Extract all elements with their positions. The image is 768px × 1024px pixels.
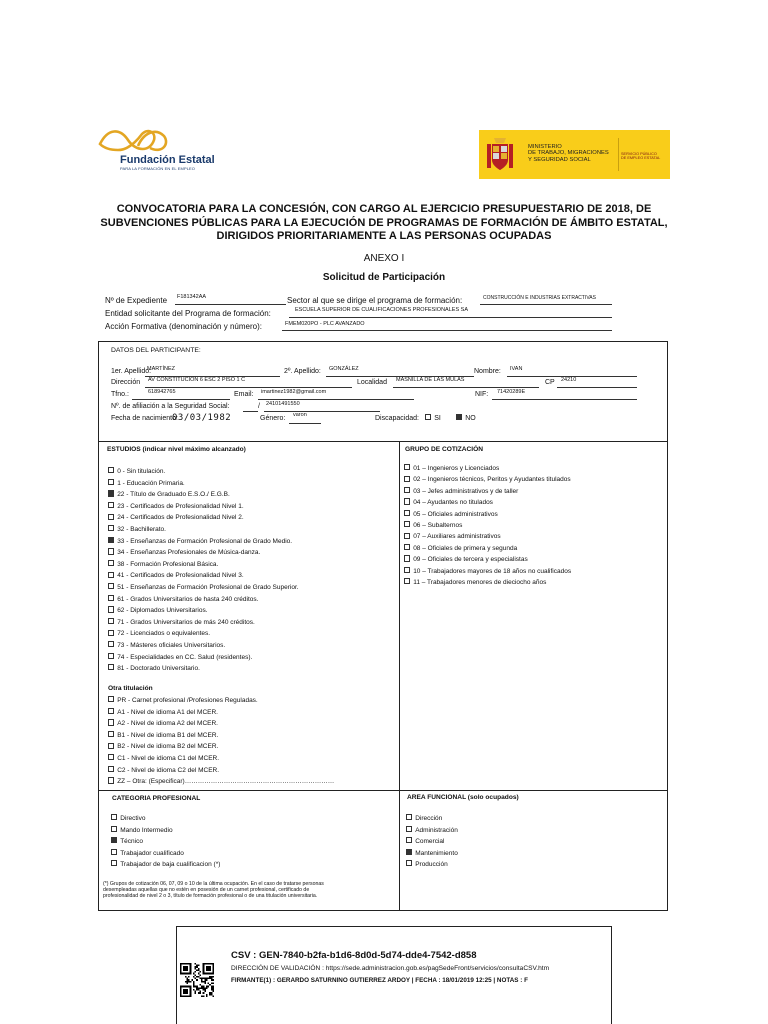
cotizacion-label: 07 – Auxiliares administrativos [413, 533, 501, 541]
sector-label: Sector al que se dirige el programa de formación: [287, 296, 463, 305]
cp-label: CP [545, 379, 555, 386]
study-option[interactable] [108, 489, 299, 501]
fundae-name: Fundación Estatal [120, 154, 215, 166]
surname1-label: 1er. Apellido: [111, 368, 152, 375]
study-checkbox[interactable] [108, 630, 114, 636]
cotizacion-checkbox[interactable] [404, 533, 410, 539]
other-title-option[interactable] [108, 695, 334, 707]
birth-label: Fecha de nacimiento: [111, 415, 178, 422]
cotizacion-option[interactable] [404, 509, 571, 520]
disability-label: Discapacidad: [375, 415, 419, 422]
other-title-label: ZZ – Otra: (Especificar)…………………………………………………………… [117, 778, 335, 786]
cotizacion-label: 09 – Oficiales de tercera y especialistas [413, 556, 528, 564]
categoria-option[interactable] [111, 836, 220, 848]
disability-si-checkbox[interactable] [425, 414, 431, 420]
phone-value: 618942765 [148, 389, 176, 395]
area-title: AREA FUNCIONAL (solo ocupados) [407, 794, 519, 801]
study-option[interactable] [108, 582, 299, 594]
study-label: 72 - Licenciados o equivalentes. [117, 630, 211, 638]
cotizacion-label: 08 – Oficiales de primera y segunda [413, 544, 518, 552]
gender-value: varon [293, 412, 307, 418]
cotizacion-checkbox[interactable] [404, 544, 410, 550]
study-option[interactable] [108, 617, 299, 629]
study-option[interactable] [108, 652, 299, 664]
cotizacion-option[interactable] [404, 543, 571, 554]
cotizacion-checkbox[interactable] [404, 567, 410, 573]
signer-line: FIRMANTE(1) : GERARDO SATURNINO GUTIERREZ ARDOY | FECHA : 18/01/2019 12:25 | NOTAS : F [231, 977, 528, 984]
other-title-label: B2 - Nivel de idioma B2 del MCER. [117, 743, 219, 751]
other-title-checkbox[interactable] [108, 708, 114, 714]
study-label: 24 - Certificados de Profesionalidad Nivel 2. [117, 514, 244, 522]
area-checkbox[interactable] [406, 837, 412, 843]
cotizacion-label: 03 – Jefes administrativos y de taller [413, 487, 519, 495]
other-title-label: PR - Carnet profesional /Profesiones Reguladas. [117, 697, 258, 704]
other-title-option[interactable] [108, 741, 334, 753]
study-checkbox[interactable] [108, 490, 114, 496]
categoria-label: Trabajador de baja cualificacion (*) [120, 861, 221, 868]
study-option[interactable] [108, 640, 299, 652]
categoria-checkbox[interactable] [111, 860, 117, 866]
categoria-checkbox[interactable] [111, 814, 117, 820]
study-checkbox[interactable] [108, 479, 114, 485]
cotizacion-list [404, 463, 571, 588]
coat-of-arms-icon [485, 136, 515, 172]
cotizacion-checkbox[interactable] [404, 510, 410, 516]
spe-name: SERVICIO PÚBLICO DE EMPLEO ESTATAL [621, 152, 661, 161]
annex-title: ANEXO I [363, 253, 405, 264]
study-label: 1 - Educación Primaria. [117, 479, 185, 487]
area-label: Mantenimiento [415, 849, 458, 857]
other-title-option[interactable] [108, 730, 334, 742]
study-option[interactable] [108, 466, 299, 478]
nif-label: NIF: [475, 391, 489, 398]
cotizacion-option[interactable] [404, 531, 571, 542]
cotizacion-label: 11 – Trabajadores menores de dieciocho años [413, 578, 547, 586]
cotizacion-title: GRUPO DE COTIZACIÓN [405, 446, 484, 453]
other-title-option[interactable] [108, 753, 334, 765]
study-label: 41 - Certificados de Profesionalidad Nivel 3. [117, 572, 244, 580]
study-label: 0 - Sin titulación. [117, 468, 166, 475]
validation-url[interactable]: DIRECCIÓN DE VALIDACIÓN : https://sede.administracion.gob.es/pagSedeFront/servicios/consultaCSV.htm [231, 965, 550, 972]
disability-no-checkbox[interactable] [456, 414, 462, 420]
cotizacion-checkbox[interactable] [404, 487, 410, 493]
study-checkbox[interactable] [108, 606, 114, 612]
cotizacion-option[interactable] [404, 577, 571, 588]
fundae-logo [98, 124, 215, 174]
area-option[interactable] [406, 859, 458, 871]
studies-list [108, 466, 299, 675]
area-label: Producción [415, 861, 448, 868]
categoria-label: Técnico [120, 838, 143, 845]
cotizacion-label: 10 – Trabajadores mayores de 18 años no cualificados [413, 567, 572, 575]
area-label: Dirección [415, 815, 443, 822]
qr-code-icon [180, 963, 214, 997]
studies-title: ESTUDIOS (indicar nivel máximo alcanzado) [107, 446, 246, 453]
study-option[interactable] [108, 536, 299, 548]
csv-box [176, 926, 612, 1024]
study-label: 22 - Título de Graduado E.S.O./ E.G.B. [117, 491, 230, 499]
email-value: imartinez1982@gmail.com [261, 389, 327, 395]
study-option[interactable] [108, 547, 299, 559]
call-title: CONVOCATORIA PARA LA CONCESIÓN, CON CARGO AL EJERCICIO PRESUPUESTARIO DE 2018, DE SUBVENCIONES PÚBLICAS PARA LA EJECUCIÓN DE PROGRAMAS DE FORMACIÓN DE ÁMBITO ESTATAL, DIRIGIDOS PRIORITARIAMENTE A LAS PERSONAS OCUPADAS [100, 203, 668, 242]
cotizacion-option[interactable] [404, 554, 571, 565]
other-title-checkbox[interactable] [108, 766, 114, 772]
categoria-checkbox[interactable] [111, 849, 117, 855]
email-label: Email: [234, 391, 254, 398]
surname2-value: GONZÁLEZ [329, 366, 359, 372]
other-titles-list [108, 695, 334, 788]
study-label: 33 - Enseñanzas de Formación Profesional de Grado Medio. [117, 537, 293, 545]
cotizacion-checkbox[interactable] [404, 555, 410, 561]
action-value: FMEM020PO - PLC AVANZADO [285, 321, 365, 327]
participant-section-title: DATOS DEL PARTICIPANTE: [111, 347, 201, 354]
study-option[interactable] [108, 663, 299, 675]
study-checkbox[interactable] [108, 548, 114, 554]
study-option[interactable] [108, 594, 299, 606]
cotizacion-option[interactable] [404, 474, 571, 485]
entity-value: ESCUELA SUPERIOR DE CUALIFICACIONES PROFESIONALES SA [295, 307, 468, 313]
study-label: 23 - Certificados de Profesionalidad Nivel 1. [117, 502, 244, 510]
entity-label: Entidad solicitante del Programa de formación: [105, 309, 271, 318]
categoria-option[interactable] [111, 825, 220, 837]
cotizacion-checkbox[interactable] [404, 521, 410, 527]
ss-label: Nº. de afiliación a la Seguridad Social: [111, 403, 230, 410]
cotizacion-checkbox[interactable] [404, 464, 410, 470]
area-label: Comercial [415, 838, 445, 845]
area-option[interactable] [406, 825, 458, 837]
other-titles-title: Otra titulación [108, 685, 153, 692]
area-checkbox[interactable] [406, 860, 412, 866]
cotizacion-checkbox[interactable] [404, 476, 410, 482]
other-title-option[interactable] [108, 707, 334, 719]
area-option[interactable] [406, 836, 458, 848]
study-label: 62 - Diplomados Universitarios. [117, 607, 208, 615]
phone-label: Tfno.: [111, 391, 129, 398]
expediente-label: Nº de Expediente [105, 296, 168, 305]
study-option[interactable] [108, 628, 299, 640]
study-option[interactable] [108, 501, 299, 513]
categoria-list [111, 813, 220, 871]
study-checkbox[interactable] [108, 467, 114, 473]
study-label: 34 - Enseñanzas Profesionales de Música-danza. [117, 549, 261, 557]
study-label: 71 - Grados Universitarios de más 240 créditos. [117, 618, 255, 626]
study-option[interactable] [108, 559, 299, 571]
other-title-label: C2 - Nivel de idioma C2 del MCER. [117, 766, 220, 774]
categoria-option[interactable] [111, 848, 220, 860]
address-value: AV CONSTITUCION 6 ESC 2 PISO 1 C [148, 377, 246, 383]
cotizacion-option[interactable] [404, 486, 571, 497]
other-title-checkbox[interactable] [108, 696, 114, 702]
fundae-symbol-icon [98, 124, 178, 154]
study-checkbox[interactable] [108, 664, 114, 670]
other-title-checkbox[interactable] [108, 777, 114, 783]
cotizacion-option[interactable] [404, 520, 571, 531]
footnote: (*) Grupos de cotización 06, 07, 09 o 10 de la última ocupación. En el caso de tratarse personas desempleadas aquellas que no estén en posesión de un carnet profesional, certificado de profesionalidad de nivel 2 o 3, título de formación profesional o de una titulación universitaria. [103, 881, 324, 899]
cotizacion-label: 05 – Oficiales administrativos [413, 510, 498, 518]
study-label: 74 - Especialidades en CC. Salud (residentes). [117, 653, 253, 661]
cotizacion-option[interactable] [404, 463, 571, 474]
area-option[interactable] [406, 848, 458, 860]
nif-value: 71420289E [497, 389, 526, 395]
study-label: 38 - Formación Profesional Básica. [117, 560, 219, 568]
study-option[interactable] [108, 605, 299, 617]
other-title-option[interactable] [108, 718, 334, 730]
cotizacion-label: 02 – Ingenieros técnicos, Peritos y Ayudantes titulados [413, 476, 571, 484]
other-title-option[interactable] [108, 776, 334, 788]
study-checkbox[interactable] [108, 502, 114, 508]
study-label: 32 - Bachillerato. [117, 525, 166, 533]
town-label: Localidad [357, 379, 387, 386]
other-title-checkbox[interactable] [108, 731, 114, 737]
area-list [406, 813, 458, 871]
categoria-checkbox[interactable] [111, 826, 117, 832]
form-title: Solicitud de Participación [322, 272, 446, 283]
study-checkbox[interactable] [108, 595, 114, 601]
study-checkbox[interactable] [108, 641, 114, 647]
study-checkbox[interactable] [108, 525, 114, 531]
cotizacion-checkbox[interactable] [404, 498, 410, 504]
area-option[interactable] [406, 813, 458, 825]
fundae-subtitle: PARA LA FORMACIÓN EN EL EMPLEO [120, 166, 196, 171]
categoria-label: Trabajador cualificado [120, 849, 184, 857]
study-option[interactable] [108, 512, 299, 524]
cotizacion-option[interactable] [404, 497, 571, 508]
other-title-checkbox[interactable] [108, 754, 114, 760]
other-title-option[interactable] [108, 765, 334, 777]
cotizacion-label: 04 – Ayudantes no titulados [413, 499, 493, 507]
area-label: Administración [415, 826, 458, 834]
ss-value: 24101491550 [266, 401, 300, 407]
study-label: 61 - Grados Universitarios de hasta 240 créditos. [117, 595, 259, 603]
study-label: 51 - Enseñanzas de Formación Profesional de Grado Superior. [117, 583, 299, 591]
gender-label: Género: [260, 415, 286, 422]
cotizacion-checkbox[interactable] [404, 578, 410, 584]
town-value: MASNILLA DE LAS MULAS [396, 377, 465, 383]
csv-code: CSV : GEN-7840-b2fa-b1d6-8d0d-5d74-dde4-7542-d858 [231, 950, 477, 961]
categoria-option[interactable] [111, 859, 220, 871]
ministry-logo [479, 130, 670, 179]
study-checkbox[interactable] [108, 537, 114, 543]
study-checkbox[interactable] [108, 514, 114, 520]
other-title-label: C1 - Nivel de idioma C1 del MCER. [117, 754, 220, 762]
disability-si-option[interactable]: SI [425, 415, 441, 422]
study-label: 73 - Másteres oficiales Universitarios. [117, 641, 226, 649]
area-checkbox[interactable] [406, 814, 412, 820]
categoria-checkbox[interactable] [111, 837, 117, 843]
cp-value: 24210 [561, 377, 577, 383]
name-value: IVAN [510, 366, 523, 372]
cotizacion-option[interactable] [404, 566, 571, 577]
expediente-value: F181342AA [177, 294, 207, 300]
other-title-checkbox[interactable] [108, 743, 114, 749]
cotizacion-label: 01 – Ingenieros y Licenciados [413, 465, 500, 472]
categoria-option[interactable] [111, 813, 220, 825]
categoria-label: Mando Intermedio [120, 826, 173, 834]
study-checkbox[interactable] [108, 583, 114, 589]
study-checkbox[interactable] [108, 560, 114, 566]
disability-no-option[interactable]: NO [456, 415, 476, 422]
study-checkbox[interactable] [108, 618, 114, 624]
study-option[interactable] [108, 478, 299, 490]
categoria-label: Directivo [120, 815, 146, 822]
study-option[interactable] [108, 570, 299, 582]
study-checkbox[interactable] [108, 572, 114, 578]
address-label: Dirección [111, 379, 141, 386]
birth-value: 03/03/1982 [172, 413, 232, 423]
study-option[interactable] [108, 524, 299, 536]
other-title-label: B1 - Nivel de idioma B1 del MCER. [117, 731, 219, 739]
other-title-label: A1 - Nivel de idioma A1 del MCER. [117, 708, 218, 716]
study-label: 81 - Doctorado Universitario. [117, 665, 200, 673]
ministry-name: MINISTERIO DE TRABAJO, MIGRACIONES Y SEGURIDAD SOCIAL [528, 144, 609, 163]
other-title-checkbox[interactable] [108, 719, 114, 725]
area-checkbox[interactable] [406, 849, 412, 855]
surname2-label: 2º. Apellido: [284, 368, 321, 375]
categoria-title: CATEGORIA PROFESIONAL [112, 795, 201, 802]
area-checkbox[interactable] [406, 826, 412, 832]
surname1-value: MARTÍNEZ [147, 366, 176, 372]
sector-value: CONSTRUCCIÓN E INDUSTRIAS EXTRACTIVAS [483, 295, 596, 301]
other-title-label: A2 - Nivel de idioma A2 del MCER. [117, 720, 218, 728]
cotizacion-label: 06 – Subalternos [413, 521, 463, 529]
name-label: Nombre: [474, 368, 501, 375]
action-label: Acción Formativa (denominación y número): [105, 322, 262, 331]
study-checkbox[interactable] [108, 653, 114, 659]
